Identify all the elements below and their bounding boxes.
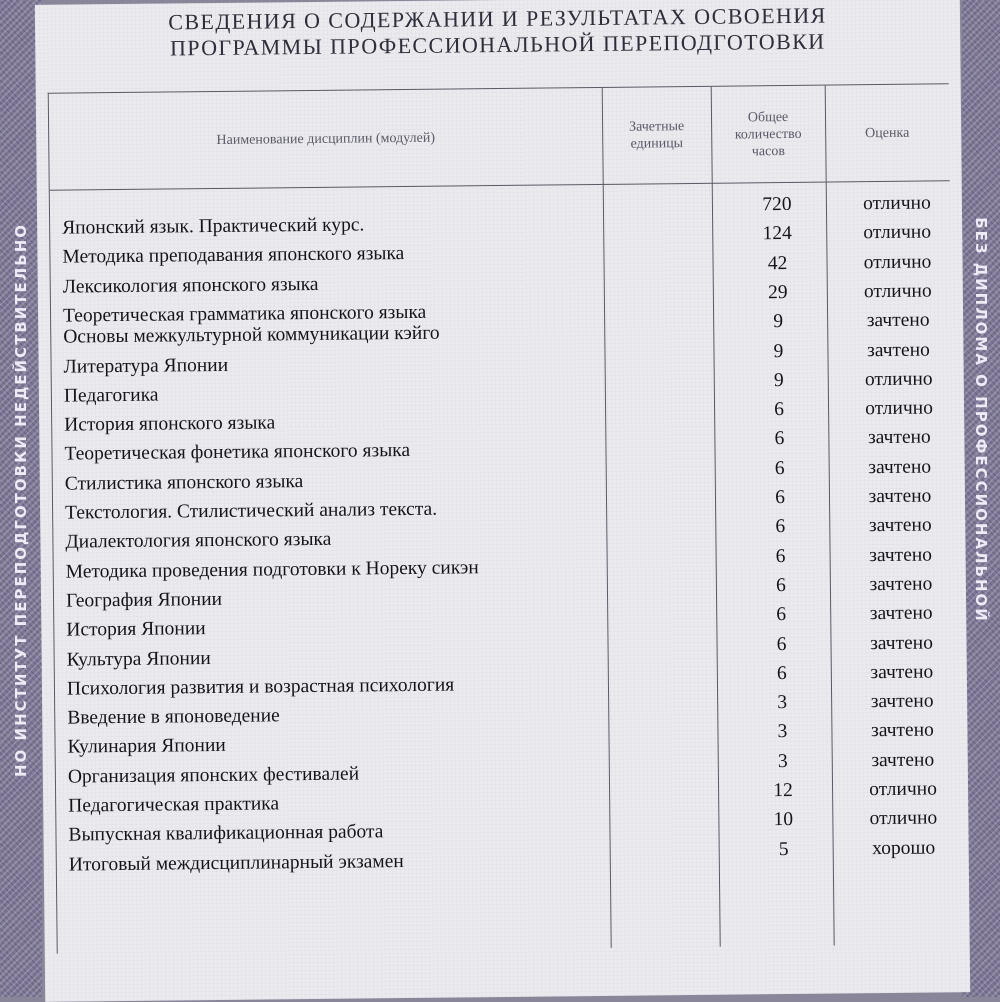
title-line-2: ПРОГРАММЫ ПРОФЕССИОНАЛЬНОЙ ПЕРЕПОДГОТОВКИ [169,28,826,61]
hours-value: 6 [776,662,787,684]
discipline-name: Выпускная квалификационная работа [68,821,384,846]
side-text-right: БЕЗ ДИПЛОМА О ПРОФЕССИОНАЛЬНОЙ [972,217,990,623]
discipline-name: Стилистика японского языка [64,470,304,495]
hours-value: 42 [767,252,788,274]
grade-value: зачтено [870,719,934,742]
hours-value: 6 [774,428,785,450]
hours-value: 6 [775,574,786,597]
discipline-name: Кулинария Японии [67,735,226,758]
hours-value: 124 [762,223,792,245]
discipline-name: Литература Японии [63,354,229,378]
title-line-1: СВЕДЕНИЯ О СОДЕРЖАНИИ И РЕЗУЛЬТАТАХ ОСВОЕНИЯ [168,2,827,35]
hours-value: 29 [767,281,788,304]
hours-value: 3 [777,721,788,743]
discipline-name: Организация японских фестивалей [67,763,360,788]
hours-value: 6 [775,516,786,538]
grade-value: зачтено [870,632,934,654]
grade-value: зачтено [866,339,930,361]
hours-value: 5 [778,838,789,860]
grade-value: отлично [869,807,938,830]
header-grade: Оценка [865,125,910,141]
discipline-name: Основы межкультурной коммуникации кэйго [63,322,440,348]
discipline-name: Культура Японии [66,647,211,671]
hours-value: 6 [774,399,785,421]
discipline-name: Педагогическая практика [68,793,280,817]
discipline-name: Текстология. Стилистический анализ текста. [65,498,438,524]
discipline-name: Теоретическая грамматика японского языка [62,301,427,327]
discipline-name: Итоговый междисциплинарный экзамен [68,850,404,876]
discipline-name: История Японии [66,618,206,641]
hours-value: 3 [777,692,788,714]
header-hours: Общее количество часов [734,109,802,159]
grade-value: зачтено [868,514,932,537]
discipline-name: Психология развития и возрастная психология [66,674,455,700]
discipline-name: Теоретическая фонетика японского языка [64,440,411,465]
grade-value: зачтено [870,690,934,713]
grade-value: зачтено [866,309,930,332]
hours-value: 6 [776,633,787,655]
grade-value: зачтено [871,749,935,771]
grade-value: хорошо [872,837,936,859]
hours-value: 9 [773,311,784,333]
grade-value: зачтено [869,544,933,566]
hours-value: 9 [773,340,784,362]
hours-value: 6 [775,487,785,509]
discipline-name: Методика преподавания японского языка [62,243,405,268]
results-table [48,83,958,953]
discipline-name: Японский язык. Практический курс. [62,214,365,239]
header-discipline: Наименование дисциплин (модулей) [216,130,436,148]
hours-value: 6 [774,457,785,479]
hours-value: 3 [777,750,788,772]
grade-value: отлично [863,221,932,244]
side-text-left: НО ИНСТИТУТ ПЕРЕПОДГОТОВКИ НЕДЕЙСТВИТЕЛЬНО [12,222,30,778]
discipline-name: Введение в японоведение [67,705,280,729]
discipline-name: История японского языка [64,412,276,436]
discipline-name: Диалектология японского языка [65,529,332,553]
hours-value: 12 [773,779,793,802]
grade-value: зачтено [868,456,932,478]
hours-value: 720 [762,193,792,216]
grade-value: отлично [865,397,934,420]
grade-value: отлично [869,778,938,801]
grade-value: отлично [863,251,932,273]
grade-value: зачтено [867,426,931,449]
discipline-name: Лексикология японского языка [62,273,319,298]
grade-value: отлично [863,280,932,303]
grade-value: зачтено [869,573,933,596]
discipline-name: География Японии [65,588,223,612]
hours-value: 10 [773,809,794,831]
grade-value: зачтено [870,661,934,683]
discipline-name: Методика проведения подготовки к Нореку сикэн [65,556,479,583]
hours-value: 6 [776,604,787,626]
header-credits: Зачетные единицы [628,119,685,152]
hours-value: 6 [775,545,786,567]
certificate-sheet [35,0,970,1002]
discipline-name: Педагогика [63,384,159,407]
grade-value: отлично [862,192,931,215]
grade-value: зачтено [868,485,932,508]
grade-value: отлично [864,368,933,390]
grade-value: зачтено [869,602,933,625]
document-title [35,1,960,63]
hours-value: 9 [773,369,784,391]
